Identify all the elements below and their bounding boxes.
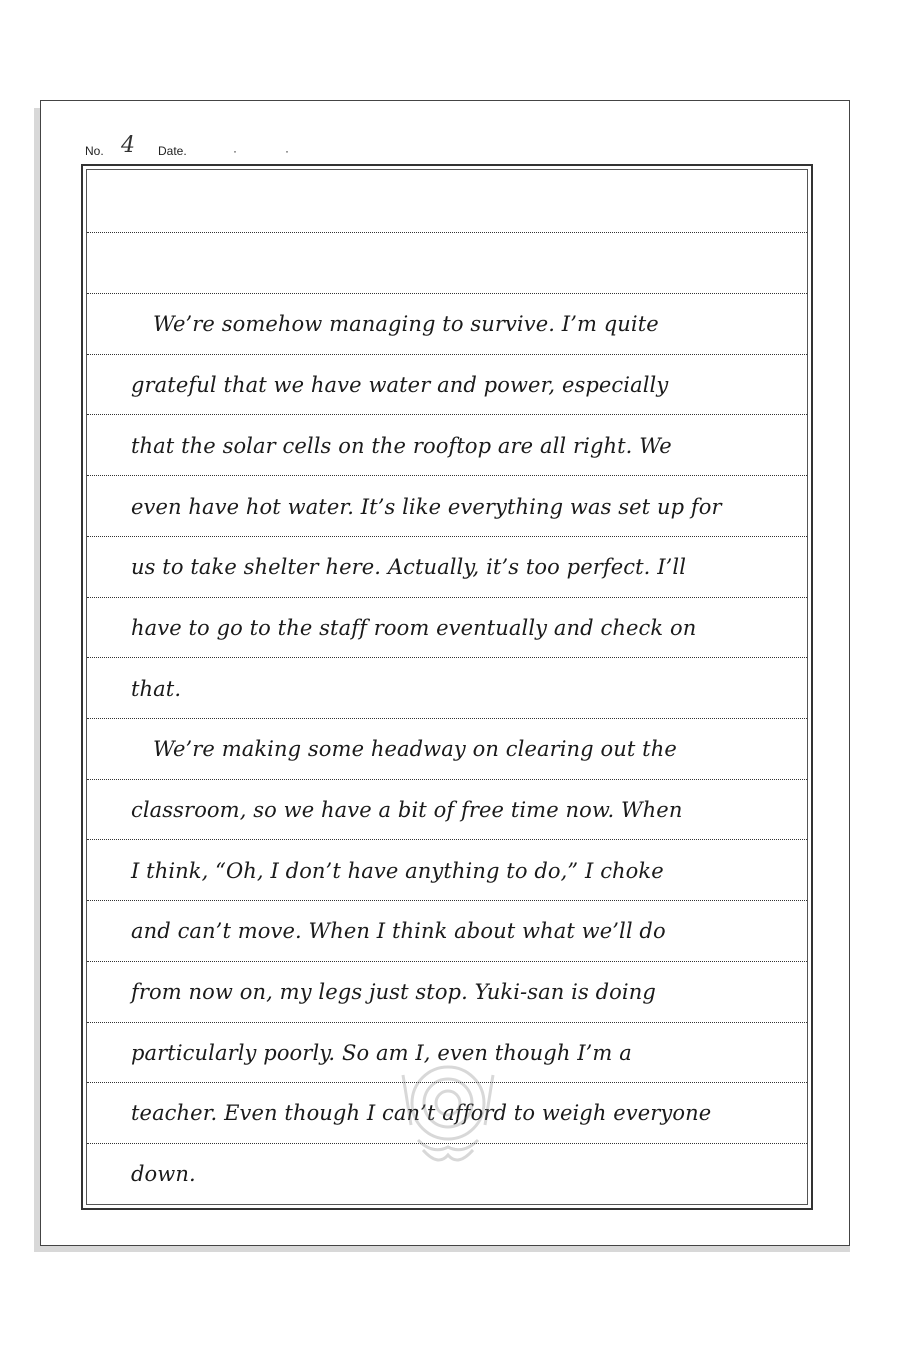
text-line: We’re making some headway on clearing out the	[153, 737, 677, 761]
date-label: Date.	[158, 144, 187, 158]
text-line: I think, “Oh, I don’t have anything to do,” I choke	[131, 859, 664, 883]
writing-area	[86, 169, 808, 1205]
date-separator: ·	[233, 144, 237, 158]
text-line: down.	[131, 1162, 196, 1186]
text-line: us to take shelter here. Actually, it’s too perfect. I’ll	[131, 555, 687, 579]
text-line: from now on, my legs just stop. Yuki-san is doing	[131, 980, 656, 1004]
text-line: We’re somehow managing to survive. I’m quite	[153, 312, 659, 336]
text-line: particularly poorly. So am I, even though I’m a	[131, 1041, 632, 1065]
ruled-line	[87, 475, 807, 476]
ruled-line	[87, 657, 807, 658]
ruled-line	[87, 354, 807, 355]
crest-inner-ring-icon	[424, 1079, 472, 1127]
ruled-line	[87, 536, 807, 537]
text-line: and can’t move. When I think about what we’ll do	[131, 919, 666, 943]
text-line: classroom, so we have a bit of free time now. When	[131, 798, 683, 822]
ruled-line	[87, 900, 807, 901]
page-number: 4	[121, 133, 135, 158]
date-separator: ·	[285, 144, 289, 158]
ruled-line	[87, 961, 807, 962]
text-line: have to go to the staff room eventually and check on	[131, 616, 697, 640]
ruled-line	[87, 839, 807, 840]
ruled-line	[87, 232, 807, 233]
writing-frame	[81, 164, 813, 1210]
crest-center-icon	[436, 1091, 460, 1115]
text-line: that the solar cells on the rooftop are all right. We	[131, 434, 672, 458]
crest-leaves-lower-icon	[423, 1150, 473, 1160]
ruled-line	[87, 597, 807, 598]
number-label: No.	[85, 144, 104, 158]
ruled-line	[87, 718, 807, 719]
ruled-line	[87, 414, 807, 415]
school-crest-watermark	[383, 1055, 513, 1170]
crest-leaves-icon	[418, 1140, 478, 1150]
text-line: grateful that we have water and power, especially	[131, 373, 669, 397]
ruled-line	[87, 779, 807, 780]
text-line: teacher. Even though I can’t afford to weigh everyone	[131, 1101, 712, 1125]
ruled-line	[87, 293, 807, 294]
text-line: even have hot water. It’s like everything was set up for	[131, 495, 722, 519]
text-line: that.	[131, 677, 182, 701]
ruled-line	[87, 1022, 807, 1023]
